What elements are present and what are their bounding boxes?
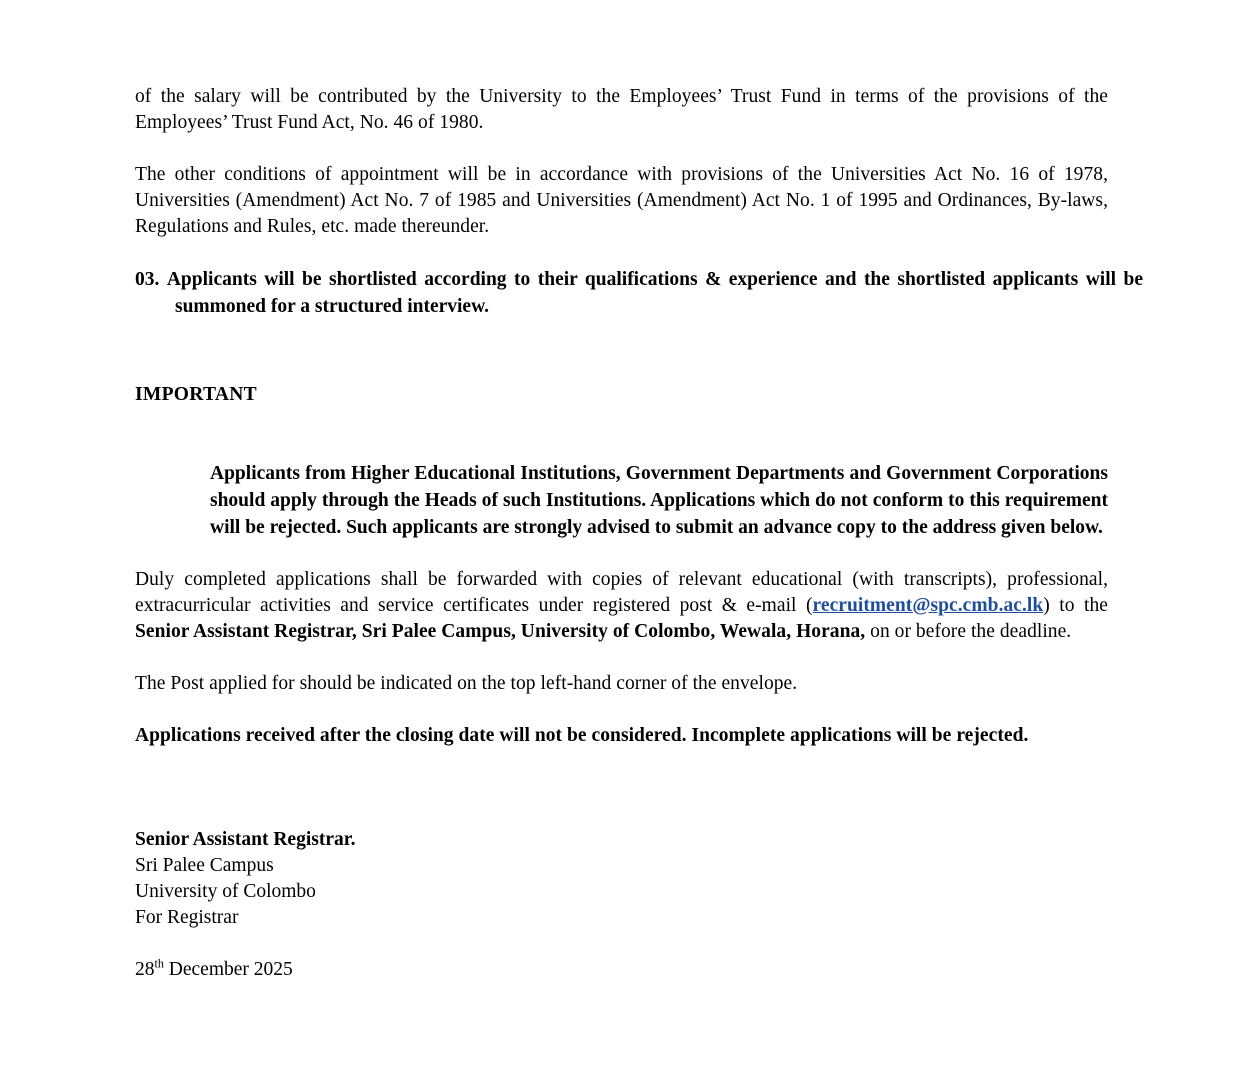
clause-03 (135, 266, 1143, 320)
signature-campus: Sri Palee Campus (135, 855, 274, 876)
date-day: 28 (135, 959, 155, 980)
recruitment-email-link[interactable]: recruitment@spc.cmb.ac.lk (812, 595, 1044, 616)
paragraph-late-applications: Applications received after the closing date will not be considered. Incomplete applications will be rejected. (135, 725, 1029, 746)
signature-title: Senior Assistant Registrar. (135, 829, 356, 850)
spacer (135, 240, 1108, 266)
document-date (135, 957, 1108, 983)
date-rest: December 2025 (163, 959, 293, 980)
signature-block (135, 827, 1108, 931)
signature-for-registrar: For Registrar (135, 907, 239, 928)
clause-03-number: 03. (135, 269, 160, 290)
paragraph-other-conditions: The other conditions of appointment will be in accordance with provisions of the Universities Act No. 16 of 1978, Universities (Amendment) Act No. 7 of 1985 and Universities (Amendment) Act No. 1 of 1995 and Ordinances, By-laws, Regulations and Rules, etc. made thereunder. (135, 164, 1108, 237)
important-body: Applicants from Higher Educational Institutions, Government Departments and Government Corporations should apply through the Heads of such Institutions. Applications which do not conform to this requirement will be rejected. Such applicants are strongly advised to submit an advance copy to the address given below. (210, 463, 1108, 538)
spacer (135, 931, 1108, 957)
spacer (135, 541, 1108, 567)
spacer (135, 697, 1108, 723)
spacer (135, 320, 1108, 382)
document-body (135, 84, 1143, 983)
submission-lead: Duly completed applications shall be forwarded with copies of relevant educational (with transcripts), professional, extracurricular activities and service certificates under registered post & e-mail ( (135, 569, 1108, 616)
paragraph-post-envelope: The Post applied for should be indicated on the top left-hand corner of the envelope. (135, 673, 798, 694)
signature-university: University of Colombo (135, 881, 316, 902)
date-ordinal-suffix: th (154, 956, 164, 971)
submission-recipient: Senior Assistant Registrar, Sri Palee Campus, University of Colombo, Wewala, Horana, (135, 621, 866, 642)
spacer (135, 749, 1108, 827)
spacer (135, 408, 1108, 460)
paragraph-etf-clause: of the salary will be contributed by the University to the Employees’ Trust Fund in terms of the provisions of the Employees’ Trust Fund Act, No. 46 of 1980. (135, 86, 1108, 133)
spacer (135, 645, 1108, 671)
submission-tail: on or before the deadline. (865, 621, 1072, 642)
submission-after-email: ) to the (1043, 595, 1108, 616)
paragraph-submission (135, 567, 1108, 645)
important-heading: IMPORTANT (135, 384, 257, 405)
spacer (135, 136, 1108, 162)
clause-03-text: Applicants will be shortlisted according to their qualifications & experience and the shortlisted applicants will be summoned for a structured interview. (166, 269, 1143, 317)
